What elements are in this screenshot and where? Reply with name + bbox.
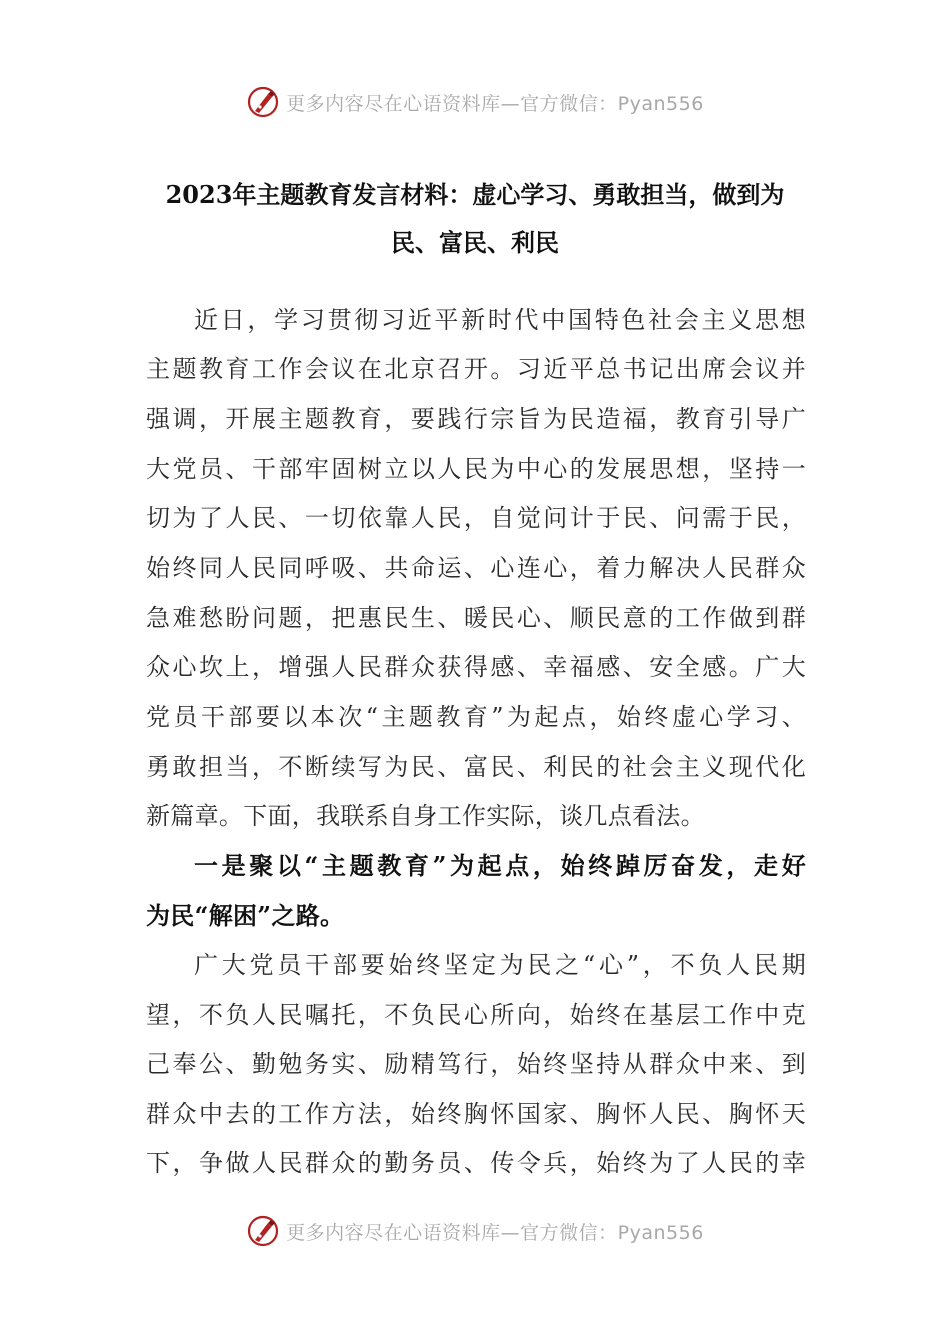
text-line: 新篇章。下面，我联系自身工作实际，谈几点看法。 xyxy=(146,802,705,830)
text-line: 急难愁盼问题，把惠民生、暖民心、顺民意的工作做到群 xyxy=(146,604,806,632)
text-line: 广大党员干部要始终坚定为民之“心”，不负人民期 xyxy=(194,951,806,979)
text-line: 切为了人民、一切依靠人民，自觉问计于民、问需于民， xyxy=(146,504,806,532)
text-line: 党员干部要以本次“主题教育”为起点，始终虚心学习、 xyxy=(146,703,806,731)
document-title-line-1: 2023年主题教育发言材料：虚心学习、勇敢担当，做到为 xyxy=(165,180,785,209)
pen-nib-circle-icon xyxy=(246,85,280,119)
footer-watermark xyxy=(0,1211,950,1251)
text-line: 勇敢担当，不断续写为民、富民、利民的社会主义现代化 xyxy=(146,753,806,781)
pen-nib-circle-icon xyxy=(246,1214,280,1248)
text-line: 大党员、干部牢固树立以人民为中心的发展思想，坚持一 xyxy=(146,455,806,483)
text-line: 近日，学习贯彻习近平新时代中国特色社会主义思想 xyxy=(194,306,806,334)
text-line: 下，争做人民群众的勤务员、传令兵，始终为了人民的幸 xyxy=(146,1149,806,1177)
heading-line: 为民“解困”之路。 xyxy=(146,901,345,930)
header-watermark xyxy=(0,82,950,122)
text-line: 始终同人民同呼吸、共命运、心连心，着力解决人民群众 xyxy=(146,554,806,582)
text-line: 主题教育工作会议在北京召开。习近平总书记出席会议并 xyxy=(146,355,806,383)
watermark-text: 更多内容尽在心语资料库—官方微信：Pyan556 xyxy=(286,92,704,115)
text-line: 众心坎上，增强人民群众获得感、幸福感、安全感。广大 xyxy=(146,653,806,681)
text-line: 群众中去的工作方法，始终胸怀国家、胸怀人民、胸怀天 xyxy=(146,1100,806,1128)
heading-line: 一是聚以“主题教育”为起点，始终踔厉奋发，走好 xyxy=(194,851,806,880)
watermark-text: 更多内容尽在心语资料库—官方微信：Pyan556 xyxy=(286,1221,704,1244)
text-line: 己奉公、勤勉务实、励精笃行，始终坚持从群众中来、到 xyxy=(146,1050,806,1078)
text-line: 望，不负人民嘱托，不负民心所向，始终在基层工作中克 xyxy=(146,1001,806,1029)
document-title-line-2: 民、富民、利民 xyxy=(391,228,559,257)
text-line: 强调，开展主题教育，要践行宗旨为民造福，教育引导广 xyxy=(146,405,806,433)
